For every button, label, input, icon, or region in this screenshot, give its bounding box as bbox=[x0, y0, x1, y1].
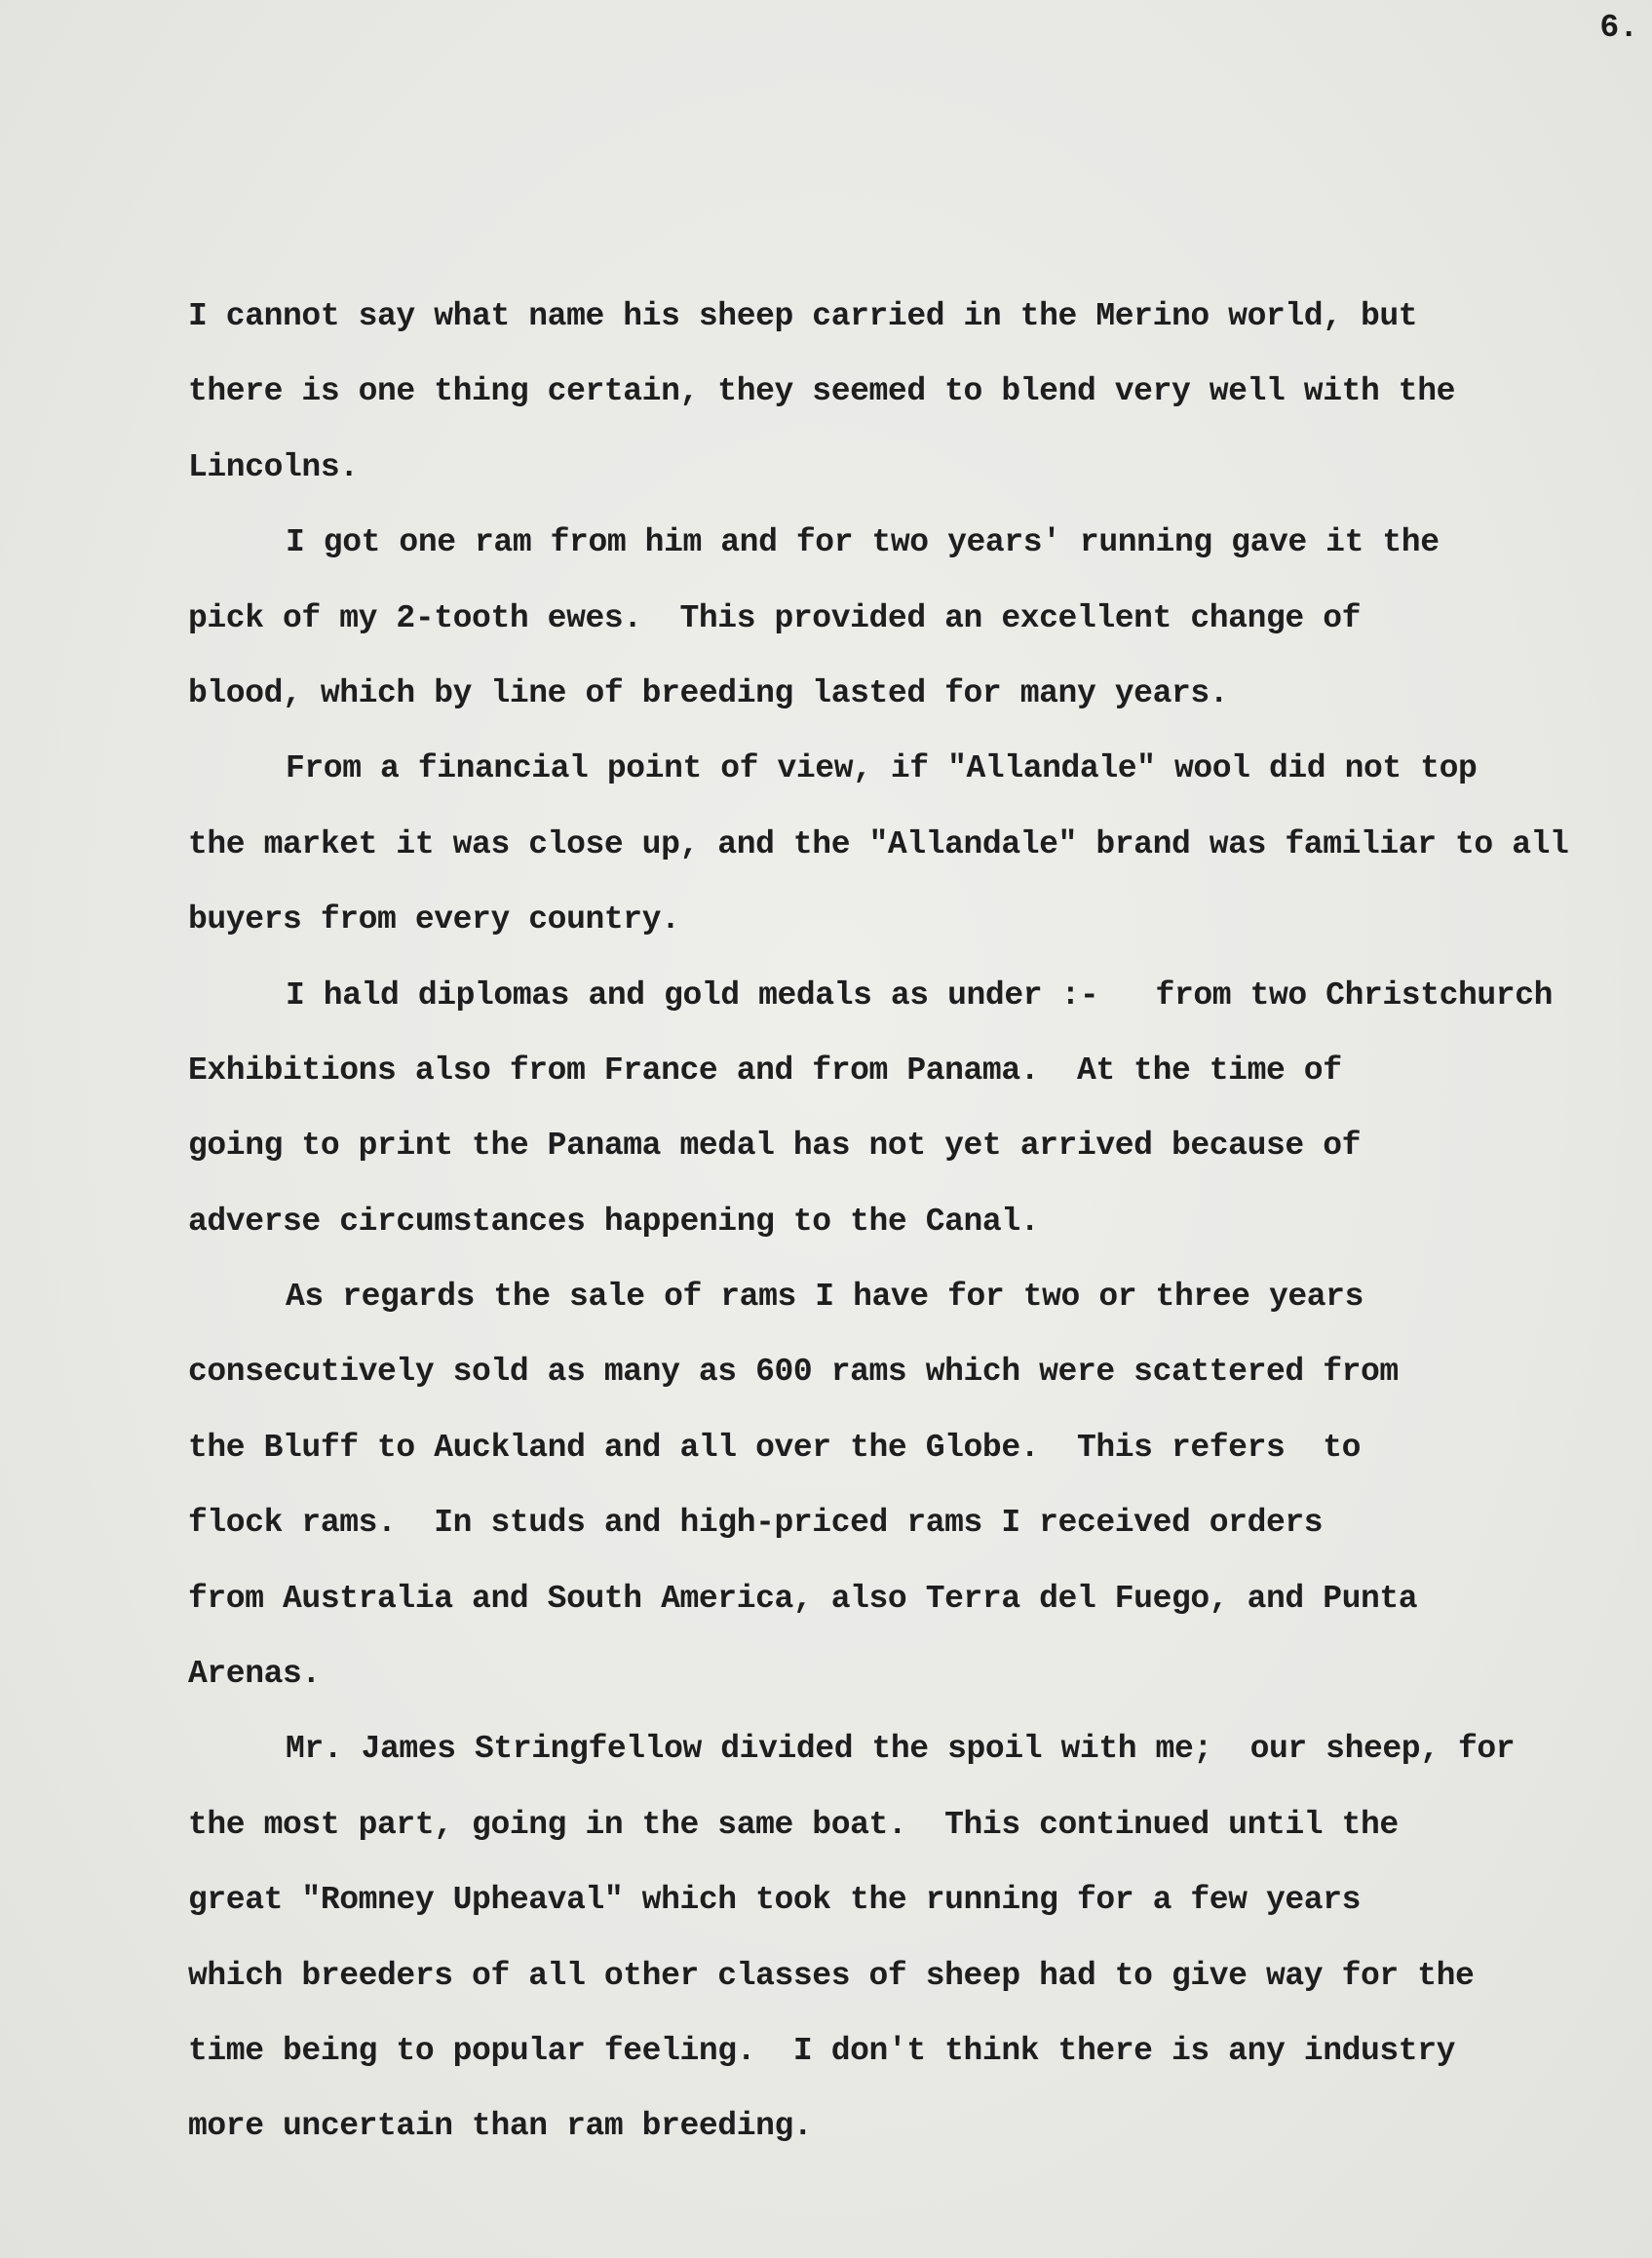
text-line: going to print the Panama medal has not yet arrived because of bbox=[188, 1128, 1362, 1165]
text-line: From a financial point of view, if "Allandale" wool did not top bbox=[286, 750, 1478, 787]
text-line: Lincolns. bbox=[188, 448, 359, 485]
text-line: blood, which by line of breeding lasted for many years. bbox=[188, 674, 1229, 711]
text-line: time being to popular feeling. I don't think there is any industry bbox=[188, 2032, 1456, 2069]
text-line: which breeders of all other classes of sheep had to give way for the bbox=[188, 1957, 1475, 1994]
text-line: Exhibitions also from France and from Panama. At the time of bbox=[188, 1052, 1342, 1089]
text-line: consecutively sold as many as 600 rams which were scattered from bbox=[188, 1354, 1399, 1391]
text-line: Arenas. bbox=[188, 1656, 321, 1693]
text-line: more uncertain than ram breeding. bbox=[188, 2108, 813, 2145]
text-line: I got one ram from him and for two years' running gave it the bbox=[286, 524, 1440, 561]
text-line: pick of my 2-tooth ewes. This provided an excellent change of bbox=[188, 599, 1362, 636]
text-line: buyers from every country. bbox=[188, 901, 680, 938]
text-line: there is one thing certain, they seemed to blend very well with the bbox=[188, 373, 1456, 410]
text-line: adverse circumstances happening to the Canal. bbox=[188, 1203, 1040, 1240]
page-number: 6. bbox=[1599, 10, 1638, 46]
text-line: flock rams. In studs and high-priced rams I received orders bbox=[188, 1505, 1324, 1542]
text-line: the market it was close up, and the "Allandale" brand was familiar to all bbox=[188, 825, 1569, 862]
document-body bbox=[188, 279, 1611, 2164]
text-line: As regards the sale of rams I have for two or three years bbox=[286, 1279, 1364, 1316]
text-line: from Australia and South America, also Terra del Fuego, and Punta bbox=[188, 1580, 1418, 1617]
text-line: great "Romney Upheaval" which took the running for a few years bbox=[188, 1882, 1362, 1919]
text-line: Mr. James Stringfellow divided the spoil with me; our sheep, for bbox=[286, 1731, 1516, 1768]
text-line: I hald diplomas and gold medals as under :- from two Christchurch bbox=[286, 976, 1554, 1014]
text-line: the most part, going in the same boat. This continued until the bbox=[188, 1806, 1399, 1843]
text-line: I cannot say what name his sheep carried in the Merino world, but bbox=[188, 298, 1418, 334]
text-line: the Bluff to Auckland and all over the Globe. This refers to bbox=[188, 1429, 1362, 1466]
